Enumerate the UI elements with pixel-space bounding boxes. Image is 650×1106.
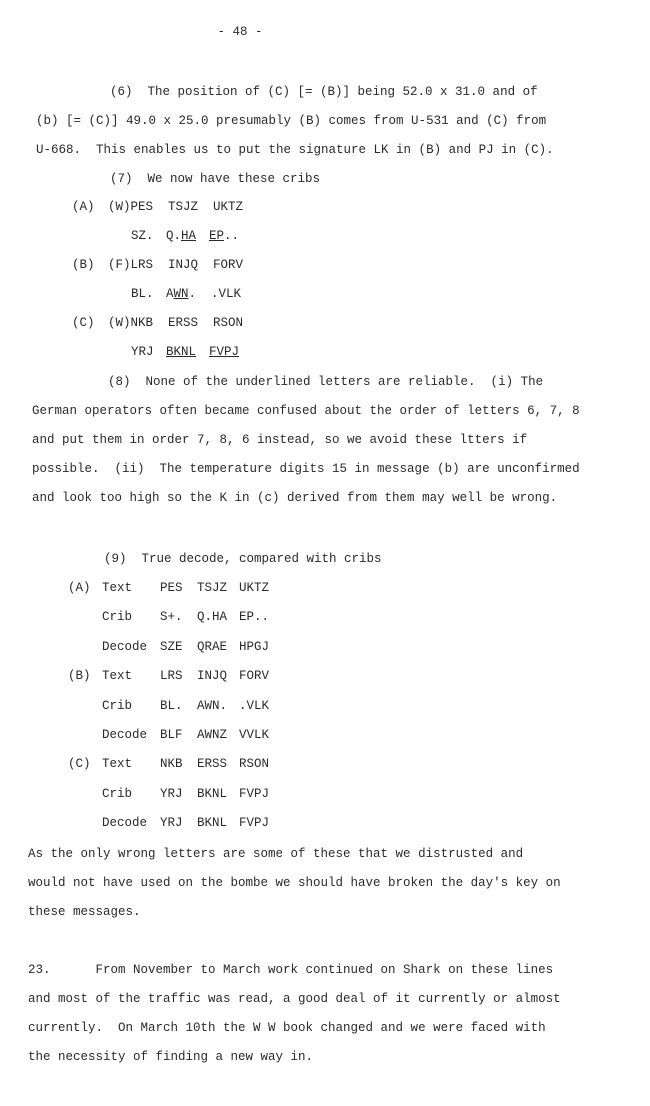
decode-cell: ERSS xyxy=(197,757,228,772)
decode-cell: YRJ xyxy=(160,786,183,801)
decode-cell: SZE xyxy=(160,639,183,654)
decode-cell: AWN. xyxy=(197,698,228,713)
decode-cell: EP.. xyxy=(239,610,270,625)
crib-c-text: (W)NKB ERSS RSON xyxy=(108,316,244,330)
decode-cell: Q.HA xyxy=(197,610,228,625)
decode-cell: FVPJ xyxy=(239,786,270,801)
decode-cell: RSON xyxy=(239,757,270,772)
para8-line1: (8) None of the underlined letters are reliable. (i) The xyxy=(108,375,544,389)
crib-c-crib-3 xyxy=(209,344,239,360)
decode-group-label: (B) xyxy=(68,669,91,684)
crib-c-crib-2-underlined: BKNL xyxy=(166,345,197,359)
para6-line3: U-668. This enables us to put the signature LK in (B) and PJ in (C). xyxy=(36,143,554,157)
decode-cell: BKNL xyxy=(197,786,228,801)
crib-a-crib-3-underlined: EP xyxy=(209,229,225,243)
para23-line3: currently. On March 10th the W W book changed and we were faced with xyxy=(28,1021,546,1035)
decode-cell: BLF xyxy=(160,728,183,742)
crib-a-crib-3-plain: .. xyxy=(224,229,240,243)
decode-cell: AWNZ xyxy=(197,728,228,742)
decode-cell: NKB xyxy=(160,757,183,772)
crib-a-label: (A) xyxy=(72,200,95,214)
decode-cell: FORV xyxy=(239,669,270,684)
crib-b-crib-1: BL. xyxy=(131,287,154,301)
decode-cell: LRS xyxy=(160,669,183,684)
decode-row-name: Decode xyxy=(102,816,148,831)
conclusion-line2: would not have used on the bombe we should have broken the day's key on xyxy=(28,876,561,890)
para8-line2: German operators often became confused about the order of letters 6, 7, 8 xyxy=(32,404,580,418)
decode-cell: VVLK xyxy=(239,728,270,742)
para7-heading: (7) We now have these cribs xyxy=(110,172,321,186)
decode-cell: TSJZ xyxy=(197,581,228,595)
para8-line4: possible. (ii) The temperature digits 15 in message (b) are unconfirmed xyxy=(32,462,580,476)
crib-a-crib-2-plain: Q. xyxy=(166,229,182,243)
decode-cell: FVPJ xyxy=(239,816,270,831)
para8-line3: and put them in order 7, 8, 6 instead, so we avoid these ltters if xyxy=(32,433,528,447)
para23-line2: and most of the traffic was read, a good deal of it currently or almost xyxy=(28,992,561,1006)
decode-row-name: Decode xyxy=(102,639,148,654)
crib-a-crib-2 xyxy=(166,228,196,244)
para23-line1: 23. From November to March work continued on Shark on these lines xyxy=(28,963,554,977)
crib-c-crib-2 xyxy=(166,344,196,360)
crib-b-crib-3: . .VLK xyxy=(188,287,242,301)
decode-cell: HPGJ xyxy=(239,639,270,654)
decode-row-name: Text xyxy=(102,581,133,595)
decode-cell: .VLK xyxy=(239,698,270,713)
crib-b-label: (B) xyxy=(72,258,95,272)
decode-row-name: Text xyxy=(102,757,133,772)
crib-a-crib-1: SZ. xyxy=(131,229,154,243)
crib-a-crib-2-underlined: HA xyxy=(181,229,197,243)
para9-heading: (9) True decode, compared with cribs xyxy=(104,552,382,566)
crib-b-crib-2 xyxy=(166,286,241,302)
decode-cell: BL. xyxy=(160,698,183,713)
page-number: - 48 - xyxy=(217,25,263,39)
decode-cell: QRAE xyxy=(197,639,228,654)
crib-c-crib-1: YRJ xyxy=(131,345,154,359)
para6-line2: (b) [= (C)] 49.0 x 25.0 presumably (B) comes from U-531 and (C) from xyxy=(36,114,547,128)
decode-cell: YRJ xyxy=(160,816,183,831)
crib-b-text: (F)LRS INJQ FORV xyxy=(108,258,244,272)
conclusion-line1: As the only wrong letters are some of these that we distrusted and xyxy=(28,847,524,861)
conclusion-line3: these messages. xyxy=(28,905,141,919)
para8-line5: and look too high so the K in (c) derived from them may well be wrong. xyxy=(32,491,558,505)
crib-b-crib-2-plain: A xyxy=(166,287,174,301)
decode-group-label: (A) xyxy=(68,581,91,595)
crib-a-crib-3 xyxy=(209,228,239,244)
decode-cell: UKTZ xyxy=(239,581,270,595)
para6-line1: (6) The position of (C) [= (B)] being 52.0 x 31.0 and of xyxy=(110,85,538,99)
decode-row-name: Decode xyxy=(102,728,148,742)
decode-row-name: Crib xyxy=(102,698,133,713)
decode-row-name: Crib xyxy=(102,786,133,801)
decode-group-label: (C) xyxy=(68,757,91,772)
crib-a-text: (W)PES TSJZ UKTZ xyxy=(108,200,244,214)
crib-c-crib-3-underlined: FVPJ xyxy=(209,345,240,359)
decode-cell: S+. xyxy=(160,610,183,625)
decode-cell: INJQ xyxy=(197,669,228,684)
crib-c-label: (C) xyxy=(72,316,95,330)
para23-line4: the necessity of finding a new way in. xyxy=(28,1050,314,1064)
decode-row-name: Crib xyxy=(102,610,133,625)
decode-cell: PES xyxy=(160,581,183,595)
decode-cell: BKNL xyxy=(197,816,228,831)
decode-row-name: Text xyxy=(102,669,133,684)
crib-b-crib-2-underlined: WN xyxy=(173,287,189,301)
